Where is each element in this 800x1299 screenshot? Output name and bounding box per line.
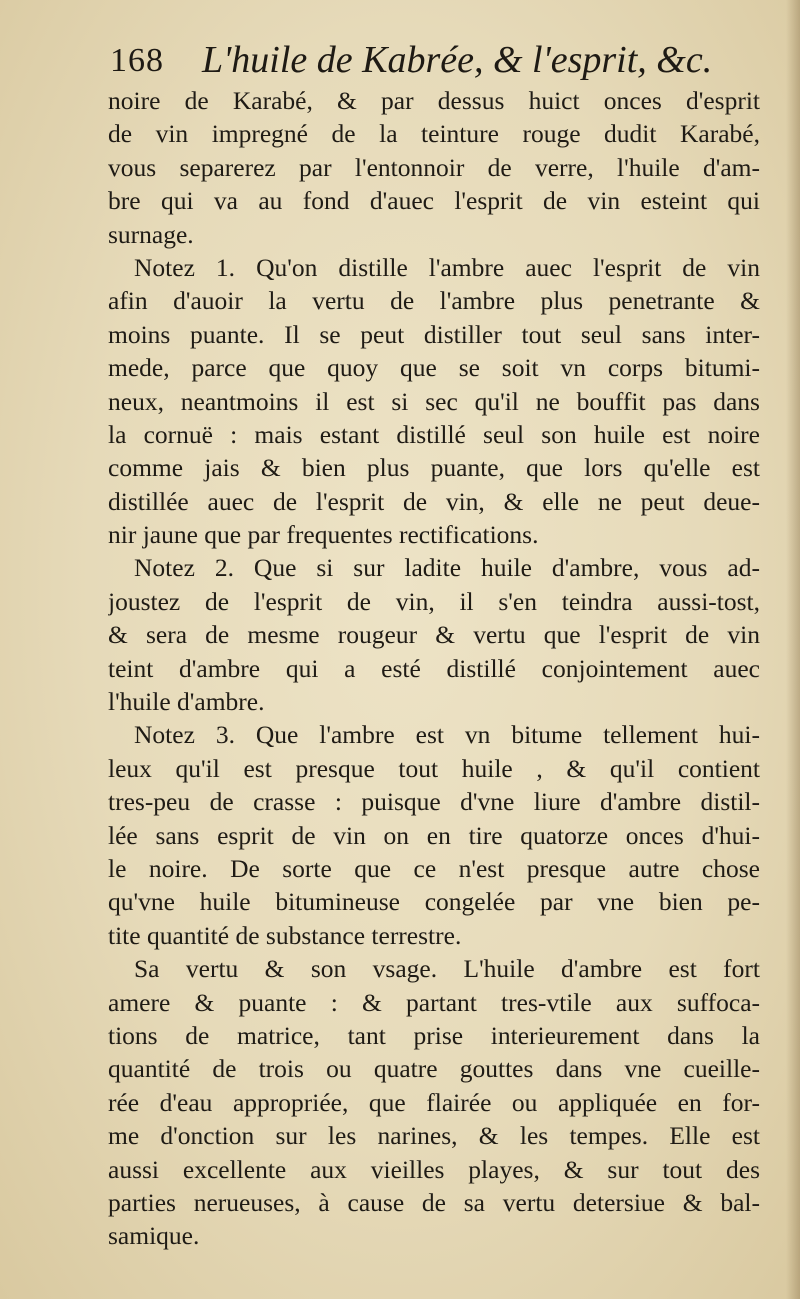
text-line: noire de Karabé, & par dessus huict onces d'esprit (108, 86, 760, 115)
text-line: surnage. (108, 219, 194, 249)
text-line: distillée auec de l'esprit de vin, & elle ne peut deue- (108, 486, 760, 516)
text-line: l'huile d'ambre. (108, 687, 265, 717)
text-line: me d'onction sur les narines, & les tempes. Elle est (108, 1121, 760, 1151)
text-line: teint d'ambre qui a esté distillé conjointement auec (108, 653, 760, 683)
text-line: rée d'eau appropriée, que flairée ou appliquée en for- (108, 1087, 760, 1117)
text-line: tres-peu de crasse : puisque d'vne liure d'ambre distil- (108, 787, 760, 817)
text-line: la cornuë : mais estant distillé seul son huile est noire (108, 419, 760, 449)
text-line: le noire. De sorte que ce n'est presque autre chose (108, 853, 760, 883)
text-line: vous separerez par l'entonnoir de verre, l'huile d'am- (108, 152, 760, 182)
text-line: Notez 2. Que si sur ladite huile d'ambre, vous ad- (134, 553, 760, 583)
page-header (110, 36, 770, 86)
text-line: bre qui va au fond d'auec l'esprit de vin esteint qui (108, 186, 760, 216)
text-line: neux, neantmoins il est si sec qu'il ne bouffit pas dans (108, 386, 760, 416)
text-line: leux qu'il est presque tout huile , & qu'il contient (108, 753, 760, 783)
text-line: comme jais & bien plus puante, que lors qu'elle est (108, 453, 760, 483)
page-number: 168 (110, 42, 164, 79)
text-line: Sa vertu & son vsage. L'huile d'ambre est fort (134, 954, 760, 984)
text-line: mede, parce que quoy que se soit vn corps bitumi- (108, 353, 760, 383)
running-title: L'huile de Kabrée, & l'esprit, &c. (202, 39, 713, 81)
text-line: Notez 3. Que l'ambre est vn bitume tellement hui- (134, 720, 760, 750)
text-line: tions de matrice, tant prise interieurement dans la (108, 1020, 760, 1050)
text-line: lée sans esprit de vin on en tire quatorze onces d'hui- (108, 820, 760, 850)
text-line: quantité de trois ou quatre gouttes dans vne cueille- (108, 1054, 760, 1084)
text-line: nir jaune que par frequentes rectifications. (108, 520, 539, 550)
text-line: amere & puante : & partant tres-vtile aux suffoca- (108, 987, 760, 1017)
text-line: afin d'auoir la vertu de l'ambre plus penetrante & (108, 286, 760, 316)
text-line: moins puante. Il se peut distiller tout seul sans inter- (108, 319, 760, 349)
text-line: tite quantité de substance terrestre. (108, 920, 462, 950)
text-line: & sera de mesme rougeur & vertu que l'esprit de vin (108, 620, 760, 650)
text-line: joustez de l'esprit de vin, il s'en teindra aussi-tost, (108, 586, 760, 616)
body-text (108, 84, 760, 1253)
page-gutter-shadow (786, 0, 800, 1299)
text-line: samique. (108, 1221, 200, 1251)
text-line: Notez 1. Qu'on distille l'ambre auec l'esprit de vin (134, 252, 760, 282)
text-line: de vin impregné de la teinture rouge dudit Karabé, (108, 119, 760, 149)
text-line: aussi excellente aux vieilles playes, & sur tout des (108, 1154, 760, 1184)
text-line: parties nerueuses, à cause de sa vertu detersiue & bal- (108, 1187, 760, 1217)
text-line: qu'vne huile bitumineuse congelée par vne bien pe- (108, 887, 760, 917)
